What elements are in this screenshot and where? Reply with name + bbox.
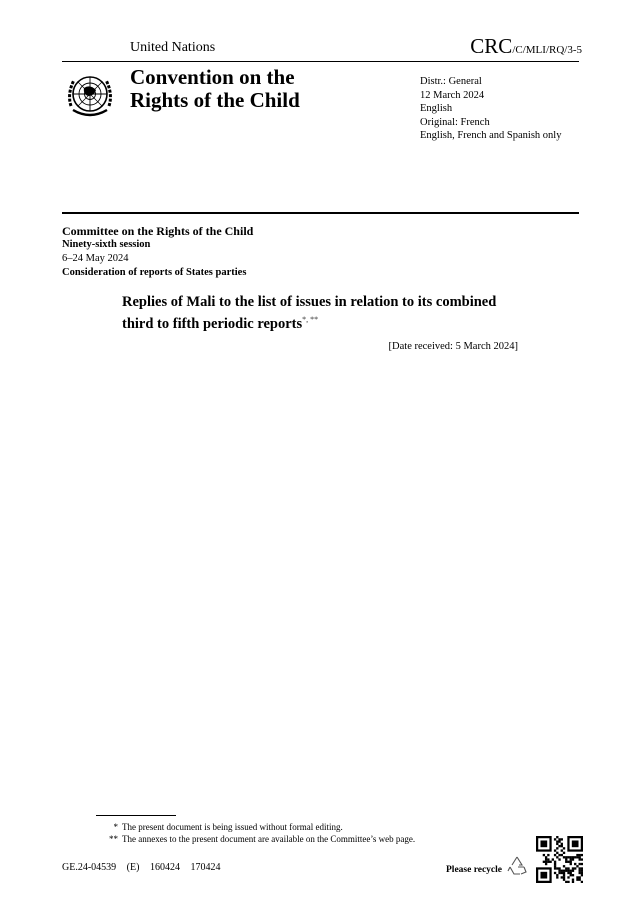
treaty-title <box>130 66 300 112</box>
footnote-rule <box>96 815 176 816</box>
date-code-1: 160424 <box>149 862 180 873</box>
original-language: Original: French <box>420 116 490 128</box>
section-rule <box>62 212 579 214</box>
distribution-date: 12 March 2024 <box>420 89 485 101</box>
footnote-text: The present document is being issued without formal editing. <box>122 822 343 832</box>
document-symbol <box>470 34 582 59</box>
distribution-language: English <box>420 103 453 114</box>
meeting-info <box>62 224 253 280</box>
treaty-title-line2: Rights of the Child <box>130 88 300 112</box>
session-dates: 6–24 May 2024 <box>62 253 129 264</box>
footnote-mark: * <box>113 822 118 832</box>
recycle-label: Please recycle <box>446 865 502 875</box>
agenda-item: Consideration of reports of States parties <box>62 267 247 278</box>
session-name: Ninety-sixth session <box>62 239 151 250</box>
treaty-title-line1: Convention on the <box>130 65 295 89</box>
report-title-line1: Replies of Mali to the list of issues in relation to its combined <box>122 294 497 310</box>
footnote-markers: *, ** <box>302 315 319 324</box>
footnote-text: The annexes to the present document are available on the Committee’s web page. <box>122 834 416 844</box>
header-rule <box>62 61 579 62</box>
ge-number: GE.24-04539 <box>62 862 117 873</box>
organization-name: United Nations <box>130 40 216 55</box>
distribution-block <box>420 75 561 143</box>
distribution-status: Distr.: General <box>420 76 482 87</box>
document-symbol-rest: /C/MLI/RQ/3-5 <box>512 44 582 56</box>
qr-code-icon <box>536 836 583 883</box>
footnote <box>96 821 343 833</box>
recycle-icon <box>506 855 528 877</box>
available-languages: English, French and Spanish only <box>420 130 562 141</box>
job-number-line <box>62 862 228 873</box>
report-title-line2: third to fifth periodic reports <box>122 315 303 332</box>
un-emblem-icon <box>62 66 118 122</box>
edition-code: (E) <box>126 862 140 873</box>
document-symbol-main: CRC <box>470 34 513 58</box>
committee-name: Committee on the Rights of the Child <box>62 224 254 238</box>
report-title <box>122 293 542 333</box>
footnote <box>96 833 415 845</box>
date-code-2: 170424 <box>190 862 221 873</box>
footnote-mark: ** <box>109 834 118 844</box>
date-received: [Date received: 5 March 2024] <box>388 341 518 352</box>
